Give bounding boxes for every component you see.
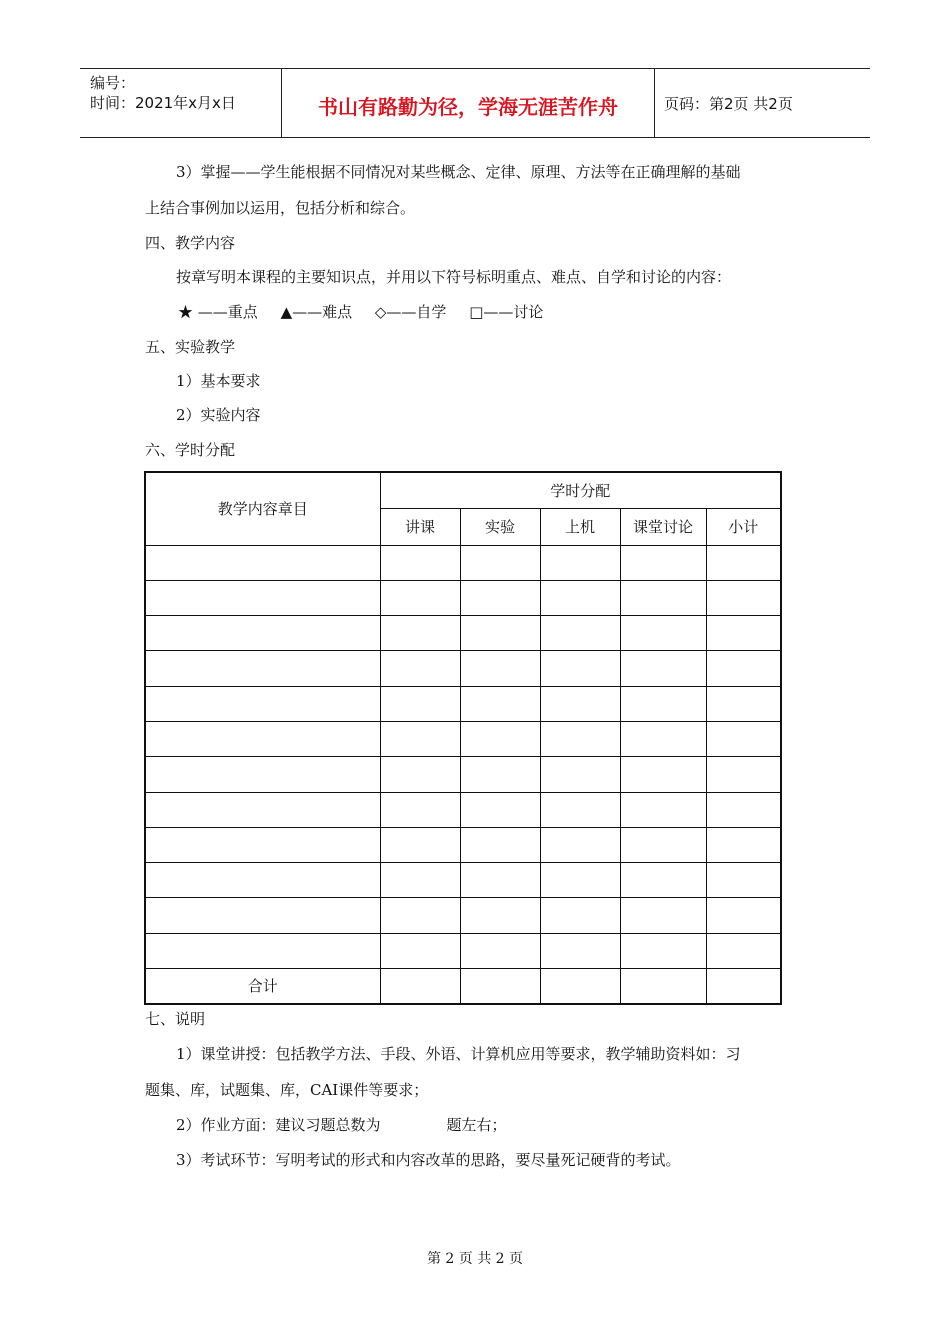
table-cell <box>706 933 781 968</box>
serial-label: 编号： <box>90 74 136 92</box>
table-cell <box>145 933 380 968</box>
table-cell <box>620 580 706 615</box>
table-row <box>145 580 781 615</box>
table-cell <box>145 686 380 721</box>
table-cell <box>380 792 460 827</box>
table-cell <box>380 651 460 686</box>
table-cell <box>620 969 706 1004</box>
table-cell <box>620 651 706 686</box>
table-cell <box>706 651 781 686</box>
table-cell <box>540 969 620 1004</box>
table-cell <box>380 827 460 862</box>
table-cell <box>620 545 706 580</box>
table-cell <box>620 757 706 792</box>
table-cell <box>460 580 540 615</box>
table-cell <box>706 721 781 756</box>
section6-title: 六、学时分配 <box>145 441 236 459</box>
section7-item3: 3）考试环节：写明考试的形式和内容改革的思路，要尽量死记硬背的考试。 <box>176 1151 681 1169</box>
subcol-lecture: 讲课 <box>380 508 460 545</box>
table-cell <box>706 580 781 615</box>
table-cell <box>460 757 540 792</box>
table-cell <box>706 898 781 933</box>
total-label: 合计 <box>145 969 380 1004</box>
header-divider <box>654 69 655 137</box>
table-row <box>145 863 781 898</box>
section4-desc: 按章写明本课程的主要知识点，并用以下符号标明重点、难点、自学和讨论的内容： <box>176 268 732 286</box>
section7-title: 七、说明 <box>145 1010 206 1028</box>
table-cell <box>460 969 540 1004</box>
table-cell <box>460 792 540 827</box>
table-cell <box>620 686 706 721</box>
section5-title: 五、实验教学 <box>145 338 236 356</box>
table-cell <box>460 651 540 686</box>
table-row <box>145 616 781 651</box>
table-cell <box>460 898 540 933</box>
section7-item2 <box>176 1115 507 1135</box>
table-cell <box>620 898 706 933</box>
table-cell <box>706 616 781 651</box>
legend-discussion: □——讨论 <box>469 303 544 321</box>
table-cell <box>540 686 620 721</box>
table-cell <box>145 757 380 792</box>
table-cell <box>540 863 620 898</box>
table-cell <box>380 616 460 651</box>
subcol-subtotal: 小计 <box>706 508 781 545</box>
table-cell <box>145 863 380 898</box>
table-cell <box>460 721 540 756</box>
header-motto: 书山有路勤为径，学海无涯苦作舟 <box>318 95 618 119</box>
section7-item1-line2: 题集、库，试题集、库，CAI课件等要求； <box>145 1081 429 1099</box>
table-cell <box>145 580 380 615</box>
col-header-chapter: 教学内容章目 <box>145 472 380 545</box>
date-label: 时间：2021年x月x日 <box>90 94 236 112</box>
table-cell <box>540 616 620 651</box>
hours-allocation-table <box>144 471 782 1005</box>
item3-line2: 上结合事例加以运用，包括分析和综合。 <box>145 199 416 217</box>
table-cell <box>380 757 460 792</box>
table-cell <box>145 721 380 756</box>
page-footer: 第 2 页 共 2 页 <box>426 1251 524 1267</box>
table-cell <box>460 545 540 580</box>
item2-text-b: 题左右； <box>446 1116 507 1134</box>
table-cell <box>620 863 706 898</box>
table-row <box>145 545 781 580</box>
table-cell <box>540 545 620 580</box>
table-cell <box>540 933 620 968</box>
table-row <box>145 933 781 968</box>
table-cell <box>145 898 380 933</box>
table-row <box>145 651 781 686</box>
table-cell <box>620 721 706 756</box>
table-cell <box>145 616 380 651</box>
table-cell <box>620 827 706 862</box>
subcol-experiment: 实验 <box>460 508 540 545</box>
table-cell <box>706 545 781 580</box>
table-cell <box>706 863 781 898</box>
legend-difficult-point: ▲——难点 <box>280 303 353 321</box>
subcol-computer: 上机 <box>540 508 620 545</box>
section4-title: 四、教学内容 <box>145 234 236 252</box>
table-row <box>145 757 781 792</box>
table-row <box>145 898 781 933</box>
table-cell <box>380 933 460 968</box>
table-cell <box>540 721 620 756</box>
table-cell <box>460 686 540 721</box>
header-page-info: 页码：第2页 共2页 <box>664 95 793 113</box>
legend-key-point: ★ ——重点 <box>178 303 258 321</box>
table-cell <box>380 721 460 756</box>
item3-line1: 3）掌握——学生能根据不同情况对某些概念、定律、原理、方法等在正确理解的基础 <box>176 163 741 181</box>
col-header-hours: 学时分配 <box>380 472 781 508</box>
table-cell <box>706 757 781 792</box>
section5-item2: 2）实验内容 <box>176 406 261 424</box>
table-cell <box>460 933 540 968</box>
table-cell <box>540 827 620 862</box>
table-cell <box>620 616 706 651</box>
page-header <box>80 68 870 138</box>
table-cell <box>460 616 540 651</box>
table-cell <box>706 686 781 721</box>
table-cell <box>145 651 380 686</box>
table-cell <box>460 863 540 898</box>
table-cell <box>540 651 620 686</box>
table-cell <box>380 545 460 580</box>
table-cell <box>620 933 706 968</box>
table-cell <box>380 898 460 933</box>
table-cell <box>706 827 781 862</box>
table-cell <box>540 580 620 615</box>
table-row <box>145 686 781 721</box>
table-cell <box>706 969 781 1004</box>
table-cell <box>380 969 460 1004</box>
table-cell <box>620 792 706 827</box>
table-cell <box>706 792 781 827</box>
table-cell <box>540 792 620 827</box>
table-cell <box>540 898 620 933</box>
table-row <box>145 721 781 756</box>
table-row <box>145 792 781 827</box>
table-cell <box>145 827 380 862</box>
table-cell <box>380 863 460 898</box>
table-cell <box>380 686 460 721</box>
table-cell <box>145 545 380 580</box>
legend-self-study: ◇——自学 <box>374 303 447 321</box>
table-row <box>145 827 781 862</box>
table-cell <box>145 792 380 827</box>
section5-item1: 1）基本要求 <box>176 372 261 390</box>
table-total-row <box>145 969 781 1004</box>
table-cell <box>540 757 620 792</box>
subcol-discussion: 课堂讨论 <box>620 508 706 545</box>
table-cell <box>380 580 460 615</box>
section7-item1-line1: 1）课堂讲授：包括教学方法、手段、外语、计算机应用等要求，教学辅助资料如：习 <box>176 1045 741 1063</box>
header-meta <box>90 73 236 113</box>
item2-text-a: 2）作业方面：建议习题总数为 <box>176 1116 381 1134</box>
symbol-legend <box>178 302 561 322</box>
table-cell <box>460 827 540 862</box>
